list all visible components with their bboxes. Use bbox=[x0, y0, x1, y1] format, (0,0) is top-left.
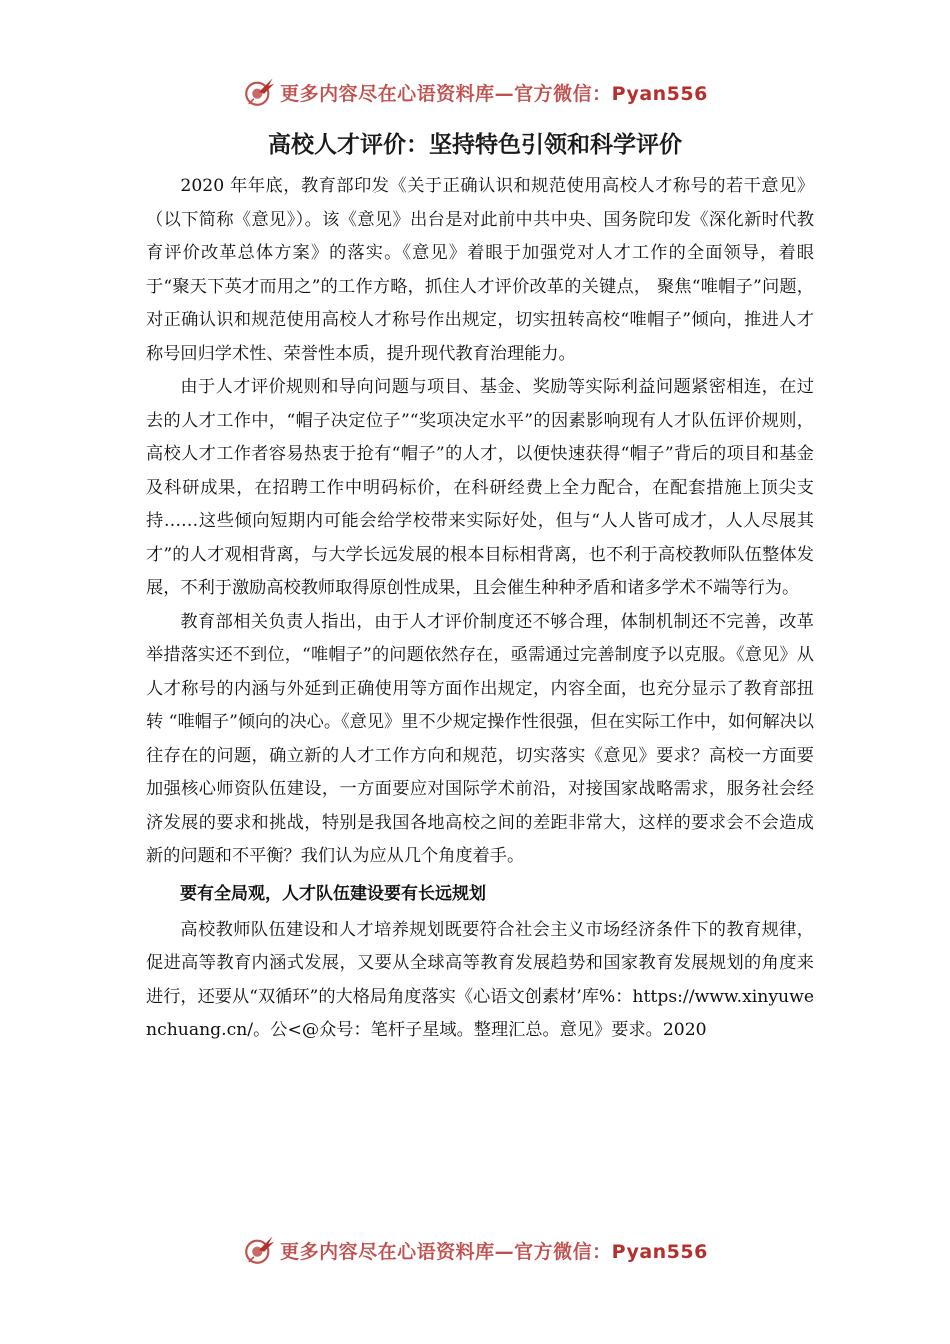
section-subheading: 要有全局观，人才队伍建设要有长远规划 bbox=[180, 883, 486, 904]
quill-logo-icon bbox=[242, 75, 276, 109]
paragraph-4: 高校教师队伍建设和人才培养规划既要符合社会主义市场经济条件下的教育规律，促进高等教育内涵式发展，又要从全球高等教育发展趋势和国家教育发展规划的角度来进行，还要从“双循环”的大格局角度落实《心语文创素材’库%：https://www.xinyuwenchuang.cn/。公<@众号：笔杆子星域。整理汇总。意见》要求。2020 bbox=[146, 919, 814, 1040]
article-body bbox=[146, 170, 814, 1048]
wechat-id: Pyan556 bbox=[611, 1240, 708, 1263]
paragraph-1: 2020 年年底，教育部印发《关于正确认识和规范使用高校人才称号的若干意见》（以下简称《意见》）。该《意见》出台是对此前中共中央、国务院印发《深化新时代教育评价改革总体方案》的落实。《意见》着眼于加强党对人才工作的全面领导，着眼于“聚天下英才而用之”的工作方略，抓住人才评价改革的关键点， 聚焦“唯帽子”问题，对正确认识和规范使用高校人才称号作出规定，切实扭转高校“唯帽子”倾向，推进人才称号回归学术性、荣誉性本质，提升现代教育治理能力。 bbox=[146, 176, 814, 364]
footer-banner bbox=[0, 1230, 950, 1270]
quill-logo-icon bbox=[242, 1233, 276, 1267]
banner-text: 更多内容尽在心语资料库—官方微信：Pyan556 bbox=[280, 1240, 708, 1263]
paragraph-3: 教育部相关负责人指出，由于人才评价制度还不够合理，体制机制还不完善，改革举措落实还不到位，“唯帽子”的问题依然存在，亟需通过完善制度予以克服。《意见》从人才称号的内涵与外延到正确使用等方面作出规定，内容全面，也充分显示了教育部扭转 “唯帽子”倾向的决心。《意见》里不少规定操作性很强，但在实际工作中，如何解决以往存在的问题，确立新的人才工作方向和规范，切实落实《意见》要求？高校一方面要加强核心师资队伍建设，一方面要应对国际学术前沿，对接国家战略需求，服务社会经济发展的要求和挑战，特别是我国各地高校之间的差距非常大，这样的要求会不会造成新的问题和不平衡？我们认为应从几个角度着手。 bbox=[146, 611, 814, 866]
article-title: 高校人才评价：坚持特色引领和科学评价 bbox=[268, 132, 682, 158]
paragraph-2: 由于人才评价规则和导向问题与项目、基金、奖励等实际利益问题紧密相连，在过去的人才工作中，“帽子决定位子”“奖项决定水平”的因素影响现有人才队伍评价规则，高校人才工作者容易热衷于抢有“帽子”的人才，以便快速获得“帽子”背后的项目和基金及科研成果，在招聘工作中明码标价，在科研经费上全力配合，在配套措施上顶尖支持……这些倾向短期内可能会给学校带来实际好处，但与“人人皆可成才，人人尽展其才”的人才观相背离，与大学长远发展的根本目标相背离，也不利于高校教师队伍整体发展，不利于激励高校教师取得原创性成果，且会催生种种矛盾和诸多学术不端等行为。 bbox=[146, 377, 814, 598]
wechat-id: Pyan556 bbox=[611, 82, 708, 105]
banner-text: 更多内容尽在心语资料库—官方微信：Pyan556 bbox=[280, 82, 708, 105]
header-banner bbox=[0, 72, 950, 112]
